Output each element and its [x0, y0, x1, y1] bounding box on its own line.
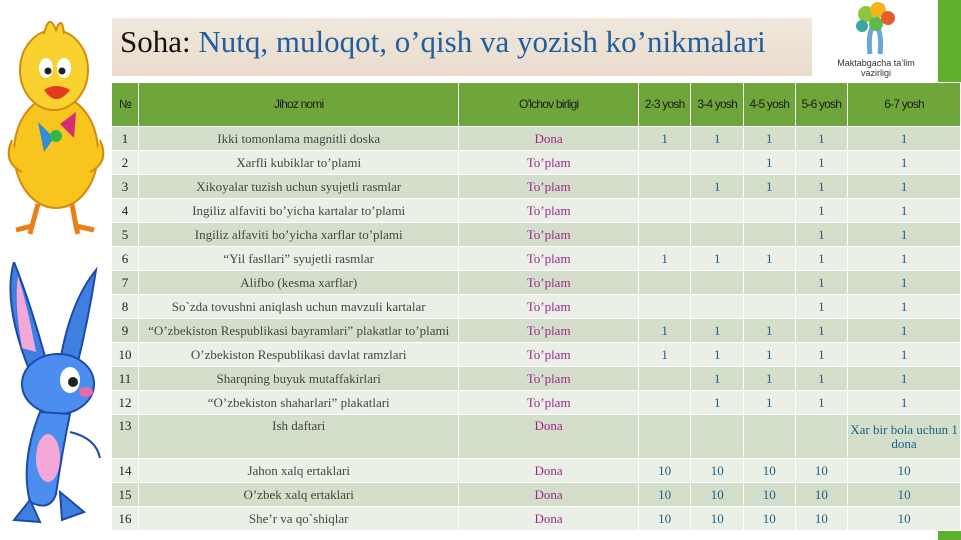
table-body — [112, 127, 961, 531]
table-row — [112, 343, 961, 367]
table-row — [112, 415, 961, 459]
qty-5-6 — [795, 415, 848, 459]
qty-6-7: 1 — [848, 367, 961, 391]
qty-6-7: 1 — [848, 343, 961, 367]
qty-2-3 — [638, 415, 691, 459]
qty-6-7: 1 — [848, 319, 961, 343]
item-name: “Yil fasllari” syujetli rasmlar — [139, 247, 459, 271]
item-name: O’zbekiston Respublikasi davlat ramzlari — [139, 343, 459, 367]
qty-3-4: 1 — [691, 127, 744, 151]
qty-2-3: 10 — [638, 507, 691, 531]
title-prefix: Soha: — [120, 24, 199, 59]
qty-6-7: 1 — [848, 247, 961, 271]
item-name: Ingiliz alfaviti bo’yicha kartalar to’plami — [139, 199, 459, 223]
qty-3-4: 1 — [691, 391, 744, 415]
qty-6-7: Xar bir bola uchun 1 dona — [848, 415, 961, 459]
item-unit: To’plam — [459, 295, 639, 319]
row-number: 12 — [112, 391, 139, 415]
qty-6-7: 1 — [848, 127, 961, 151]
qty-4-5: 1 — [743, 343, 795, 367]
row-number: 8 — [112, 295, 139, 319]
row-number: 1 — [112, 127, 139, 151]
table-row — [112, 367, 961, 391]
qty-5-6: 1 — [795, 175, 848, 199]
item-unit: Dona — [459, 459, 639, 483]
item-name: “O’zbekiston shaharlari” plakatlari — [139, 391, 459, 415]
qty-2-3 — [638, 199, 691, 223]
bunny-icon — [0, 262, 110, 527]
qty-4-5: 1 — [743, 247, 795, 271]
item-unit: Dona — [459, 507, 639, 531]
qty-6-7: 1 — [848, 271, 961, 295]
item-name: Jahon xalq ertaklari — [139, 459, 459, 483]
qty-5-6: 1 — [795, 247, 848, 271]
qty-3-4: 1 — [691, 343, 744, 367]
qty-5-6: 1 — [795, 127, 848, 151]
row-number: 15 — [112, 483, 139, 507]
item-name: O’zbek xalq ertaklari — [139, 483, 459, 507]
item-name: Ish daftari — [139, 415, 459, 459]
qty-3-4: 10 — [691, 459, 744, 483]
qty-3-4 — [691, 295, 744, 319]
col-header-age-2-3: 2-3 yosh — [638, 83, 691, 127]
table-row — [112, 459, 961, 483]
row-number: 9 — [112, 319, 139, 343]
qty-4-5: 1 — [743, 391, 795, 415]
table-row — [112, 151, 961, 175]
qty-2-3 — [638, 223, 691, 247]
row-number: 2 — [112, 151, 139, 175]
qty-4-5: 1 — [743, 175, 795, 199]
qty-3-4: 10 — [691, 483, 744, 507]
table-row — [112, 199, 961, 223]
qty-6-7: 1 — [848, 223, 961, 247]
qty-3-4 — [691, 223, 744, 247]
ministry-logo — [814, 0, 938, 82]
qty-2-3: 1 — [638, 319, 691, 343]
qty-3-4: 1 — [691, 175, 744, 199]
qty-2-3: 1 — [638, 247, 691, 271]
qty-4-5: 1 — [743, 367, 795, 391]
logo-caption-line1: Maktabgacha ta’lim — [837, 58, 915, 68]
item-name: Sharqning buyuk mutaffakirlari — [139, 367, 459, 391]
item-unit: To’plam — [459, 247, 639, 271]
qty-4-5: 1 — [743, 319, 795, 343]
col-header-age-6-7: 6-7 yosh — [848, 83, 961, 127]
qty-3-4: 1 — [691, 367, 744, 391]
qty-6-7: 1 — [848, 295, 961, 319]
qty-2-3 — [638, 295, 691, 319]
qty-3-4 — [691, 415, 744, 459]
row-number: 10 — [112, 343, 139, 367]
qty-5-6: 1 — [795, 343, 848, 367]
qty-2-3: 10 — [638, 459, 691, 483]
row-number: 5 — [112, 223, 139, 247]
qty-5-6: 1 — [795, 223, 848, 247]
item-name: Ingiliz alfaviti bo’yicha xarflar to’plami — [139, 223, 459, 247]
qty-3-4: 10 — [691, 507, 744, 531]
title-topic: Nutq, muloqot, o’qish va yozish ko’nikmalari — [198, 24, 766, 59]
item-unit: Dona — [459, 483, 639, 507]
table-row — [112, 223, 961, 247]
qty-5-6: 10 — [795, 507, 848, 531]
item-unit: To’plam — [459, 391, 639, 415]
row-number: 6 — [112, 247, 139, 271]
item-name: Xikoyalar tuzish uchun syujetli rasmlar — [139, 175, 459, 199]
row-number: 14 — [112, 459, 139, 483]
qty-3-4: 1 — [691, 247, 744, 271]
item-unit: To’plam — [459, 151, 639, 175]
tree-hand-icon — [814, 0, 938, 58]
item-unit: To’plam — [459, 199, 639, 223]
qty-6-7: 1 — [848, 151, 961, 175]
qty-3-4 — [691, 151, 744, 175]
table-row — [112, 247, 961, 271]
qty-2-3: 1 — [638, 127, 691, 151]
qty-2-3: 10 — [638, 483, 691, 507]
qty-4-5: 10 — [743, 507, 795, 531]
item-name: “O’zbekiston Respublikasi bayramlari” plakatlar to’plami — [139, 319, 459, 343]
qty-5-6: 10 — [795, 483, 848, 507]
item-unit: To’plam — [459, 343, 639, 367]
col-header-name: Jihoz nomi — [139, 83, 459, 127]
logo-caption-line2: vazirligi — [860, 68, 891, 78]
col-header-age-4-5: 4-5 yosh — [743, 83, 795, 127]
qty-5-6: 1 — [795, 391, 848, 415]
qty-2-3 — [638, 175, 691, 199]
table-row — [112, 127, 961, 151]
item-name: So`zda tovushni aniqlash uchun mavzuli kartalar — [139, 295, 459, 319]
qty-5-6: 1 — [795, 199, 848, 223]
item-name: Ikki tomonlama magnitli doska — [139, 127, 459, 151]
col-header-age-3-4: 3-4 yosh — [691, 83, 744, 127]
qty-6-7: 10 — [848, 507, 961, 531]
row-number: 4 — [112, 199, 139, 223]
chick-icon — [4, 12, 108, 237]
qty-5-6: 1 — [795, 151, 848, 175]
qty-2-3 — [638, 271, 691, 295]
qty-3-4 — [691, 271, 744, 295]
qty-4-5 — [743, 271, 795, 295]
item-unit: To’plam — [459, 271, 639, 295]
row-number: 11 — [112, 367, 139, 391]
logo-caption — [814, 58, 938, 78]
table-row — [112, 319, 961, 343]
qty-4-5: 1 — [743, 127, 795, 151]
row-number: 16 — [112, 507, 139, 531]
qty-4-5: 10 — [743, 483, 795, 507]
row-number: 13 — [112, 415, 139, 459]
col-header-age-5-6: 5-6 yosh — [795, 83, 848, 127]
row-number: 7 — [112, 271, 139, 295]
qty-5-6: 10 — [795, 459, 848, 483]
item-unit: To’plam — [459, 367, 639, 391]
qty-4-5 — [743, 199, 795, 223]
item-name: Xarfli kubiklar to’plami — [139, 151, 459, 175]
qty-5-6: 1 — [795, 319, 848, 343]
qty-4-5 — [743, 295, 795, 319]
equipment-table — [111, 82, 961, 531]
qty-6-7: 1 — [848, 391, 961, 415]
qty-2-3 — [638, 151, 691, 175]
qty-6-7: 10 — [848, 459, 961, 483]
qty-6-7: 1 — [848, 199, 961, 223]
item-unit: To’plam — [459, 319, 639, 343]
qty-5-6: 1 — [795, 271, 848, 295]
qty-2-3 — [638, 367, 691, 391]
qty-4-5 — [743, 223, 795, 247]
item-unit: To’plam — [459, 175, 639, 199]
table-row — [112, 391, 961, 415]
table-row — [112, 483, 961, 507]
qty-4-5: 10 — [743, 459, 795, 483]
table-row — [112, 175, 961, 199]
qty-6-7: 1 — [848, 175, 961, 199]
col-header-unit: O’lchov birligi — [459, 83, 639, 127]
qty-6-7: 10 — [848, 483, 961, 507]
qty-3-4 — [691, 199, 744, 223]
qty-5-6: 1 — [795, 295, 848, 319]
table-header-row — [112, 83, 961, 127]
qty-2-3 — [638, 391, 691, 415]
item-name: Alifbo (kesma xarflar) — [139, 271, 459, 295]
qty-4-5 — [743, 415, 795, 459]
row-number: 3 — [112, 175, 139, 199]
item-name: She’r va qo`shiqlar — [139, 507, 459, 531]
qty-2-3: 1 — [638, 343, 691, 367]
item-unit: Dona — [459, 127, 639, 151]
qty-4-5: 1 — [743, 151, 795, 175]
item-unit: To’plam — [459, 223, 639, 247]
item-unit: Dona — [459, 415, 639, 459]
table-row — [112, 295, 961, 319]
qty-3-4: 1 — [691, 319, 744, 343]
table-row — [112, 271, 961, 295]
page-title — [120, 24, 766, 60]
qty-5-6: 1 — [795, 367, 848, 391]
table-row — [112, 507, 961, 531]
col-header-number: № — [112, 83, 139, 127]
